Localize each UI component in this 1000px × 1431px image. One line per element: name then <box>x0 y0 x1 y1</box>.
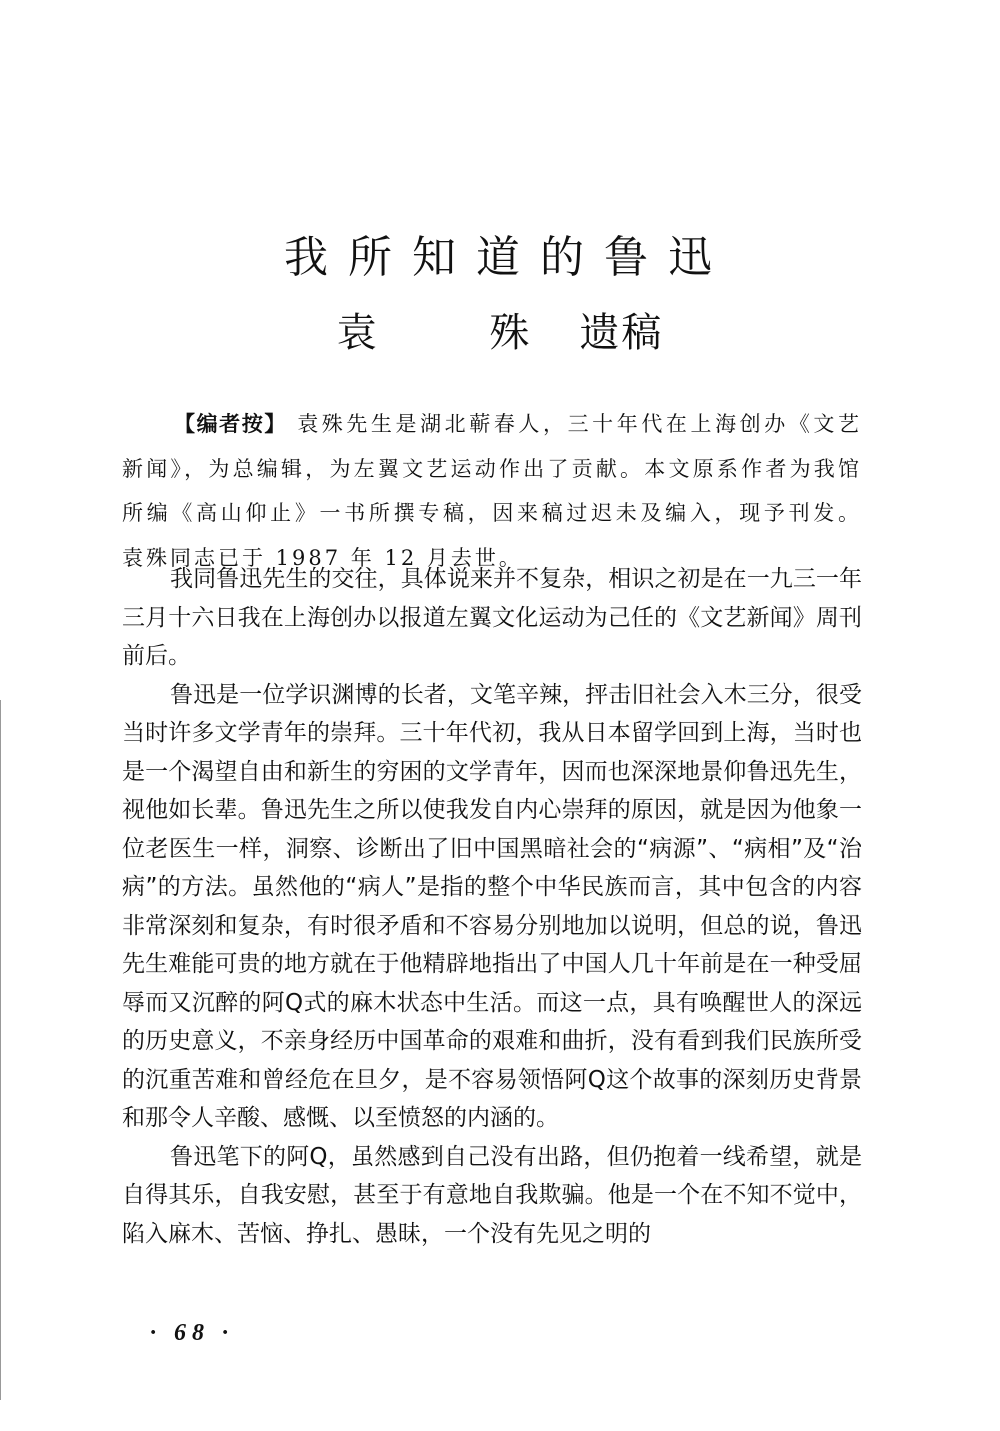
scan-edge-line <box>0 700 1 1400</box>
paragraph-3: 鲁迅笔下的阿Q，虽然感到自己没有出路，但仍抱着一线希望，就是自得其乐，自我安慰，甚至于有意地自我欺骗。他是一个在不知不觉中，陷入麻木、苦恼、挣扎、愚昧，一个没有先见之明的 <box>122 1143 862 1247</box>
article-body <box>122 560 862 1253</box>
editor-note <box>122 402 862 580</box>
author-name: 袁 殊 <box>336 310 580 356</box>
page-number: · 68 · <box>150 1320 234 1346</box>
author-line <box>0 305 1000 361</box>
paragraph-2: 鲁迅是一位学识渊博的长者，文笔辛辣，抨击旧社会入木三分，很受当时许多文学青年的崇拜。三十年代初，我从日本留学回到上海，当时也是一个渴望自由和新生的穷困的文学青年，因而也深深地景仰鲁迅先生，视他如长辈。鲁迅先生之所以使我发自内心崇拜的原因，就是因为他象一位老医生一样，洞察、诊断出了旧中国黑暗社会的“病源”、“病相”及“治病”的方法。虽然他的“病人”是指的整个中华民族而言，其中包含的内容非常深刻和复杂，有时很矛盾和不容易分别地加以说明，但总的说，鲁迅先生难能可贵的地方就在于他精辟地指出了中国人几十年前是在一种受屈辱而又沉醉的阿Q式的麻木状态中生活。而这一点，具有唤醒世人的深远的历史意义，不亲身经历中国革命的艰难和曲折，没有看到我们民族所受的沉重苦难和曾经危在旦夕，是不容易领悟阿Q这个故事的深刻历史背景和那令人辛酸、感慨、以至愤怒的内涵的。 <box>122 681 862 1131</box>
editor-note-label: 【编者按】 <box>174 412 287 436</box>
author-suffix: 遗稿 <box>579 310 664 356</box>
article-title: 我所知道的鲁迅 <box>284 232 732 283</box>
editor-note-text: 袁殊先生是湖北蕲春人，三十年代在上海创办《文艺新闻》，为总编辑，为左翼文艺运动作出了贡献。本文原系作者为我馆所编《高山仰止》一书所撰专稿，因来稿过迟未及编入，现予刊发。袁殊同志已于 1987 年 12 月去世。 <box>122 412 863 570</box>
paragraph-1: 我同鲁迅先生的交往，具体说来并不复杂，相识之初是在一九三一年三月十六日我在上海创办以报道左翼文化运动为己任的《文艺新闻》周刊前后。 <box>122 566 862 669</box>
